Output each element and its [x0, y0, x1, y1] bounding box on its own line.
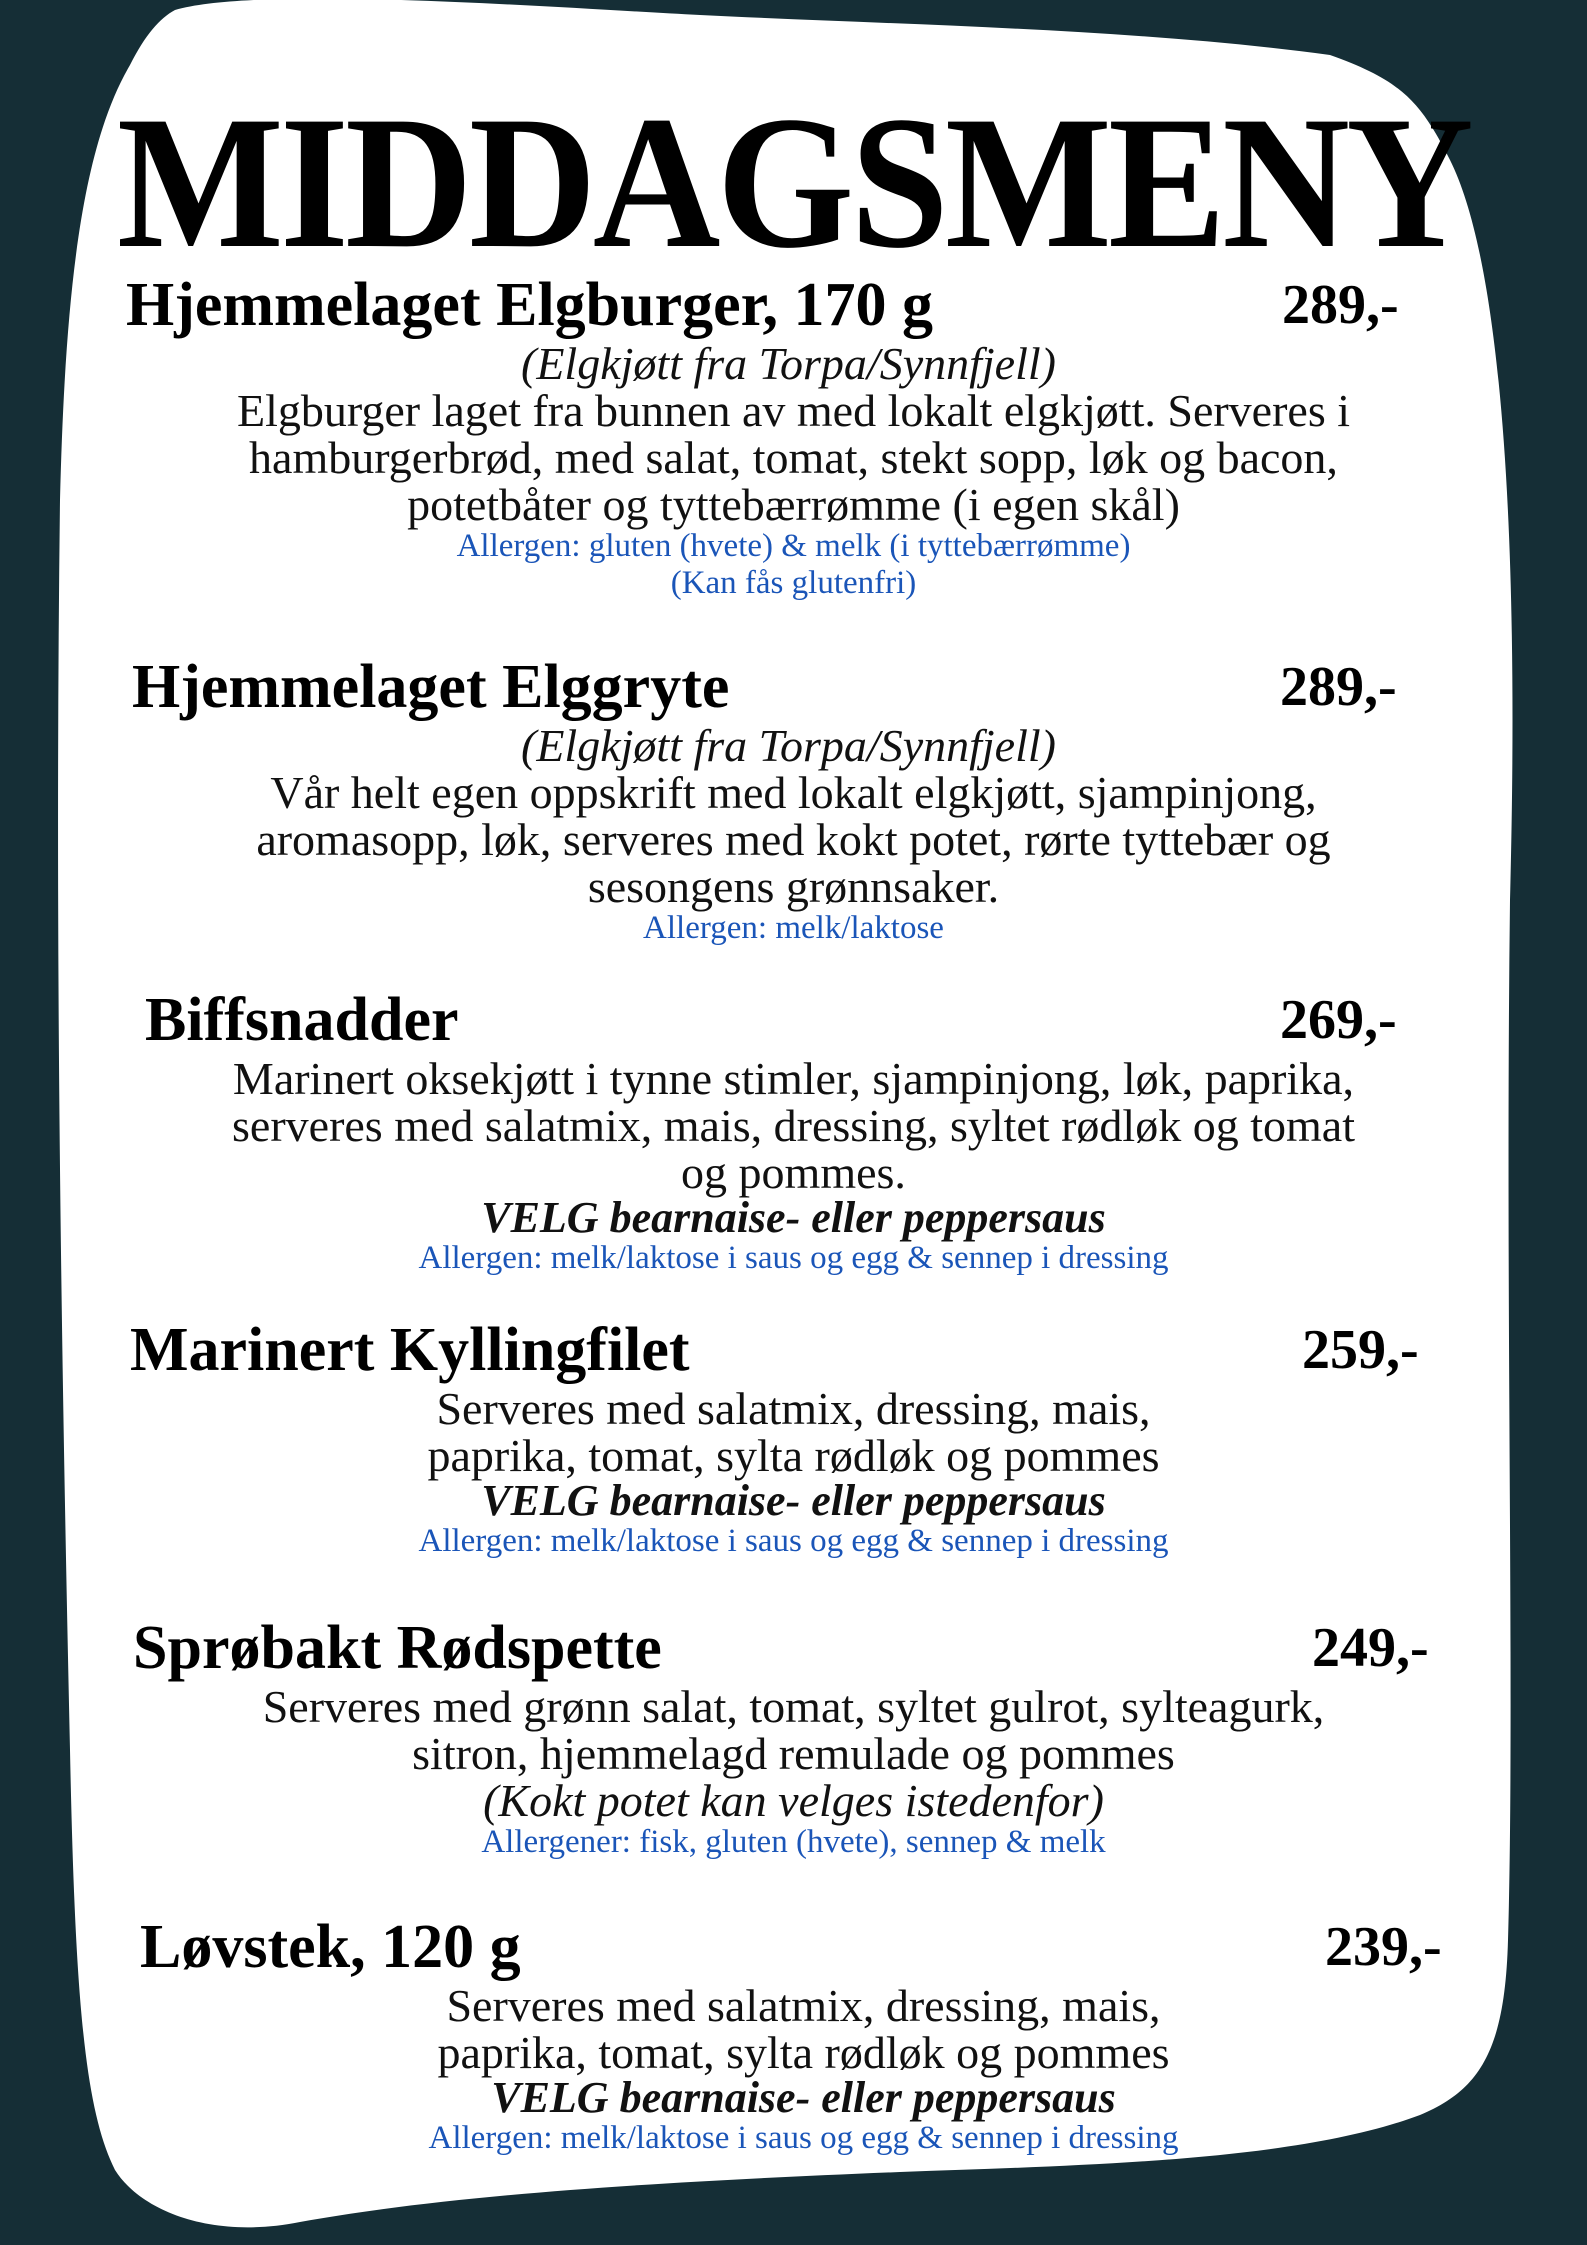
item-price: 289,-: [1282, 274, 1399, 336]
item-description: serveres med salatmix, mais, dressing, syltet rødløk og tomat: [232, 1100, 1355, 1151]
item-description: Vår helt egen oppskrift med lokalt elgkjøtt, sjampinjong,: [270, 767, 1317, 818]
item-allergens: Allergen: melk/laktose i saus og egg & sennep i dressing: [418, 1523, 1169, 1559]
item-description: Marinert oksekjøtt i tynne stimler, sjampinjong, løk, paprika,: [232, 1053, 1355, 1104]
item-price: 269,-: [1280, 989, 1397, 1051]
item-origin: (Elgkjøtt fra Torpa/Synnfjell): [521, 720, 1056, 771]
item-description: sitron, hjemmelagd remulade og pommes: [412, 1728, 1175, 1779]
menu-item: [0, 985, 1587, 1277]
item-allergens: Allergen: melk/laktose: [643, 910, 944, 946]
item-name: Biffsnadder: [145, 986, 459, 1054]
item-name: Hjemmelaget Elgburger, 170 g: [126, 271, 933, 339]
item-description: hamburgerbrød, med salat, tomat, stekt sopp, løk og bacon,: [249, 432, 1338, 483]
item-price: 249,-: [1312, 1617, 1429, 1679]
item-description: Serveres med salatmix, dressing, mais,: [436, 1383, 1151, 1434]
item-description: aromasopp, løk, serveres med kokt potet, rørte tyttebær og: [256, 814, 1331, 865]
item-description: Serveres med salatmix, dressing, mais,: [446, 1980, 1161, 2031]
menu-item: [0, 1315, 1587, 1560]
sauce-choice: VELG bearnaise- eller peppersaus: [491, 2073, 1116, 2122]
item-description: sesongens grønnsaker.: [587, 861, 1000, 912]
item-note: (Kokt potet kan velges istedenfor): [483, 1775, 1104, 1826]
menu-item: [0, 270, 1587, 602]
item-allergens: Allergen: gluten (hvete) & melk (i tyttebærrømme): [456, 528, 1131, 564]
menu-item: [0, 1613, 1587, 1861]
item-allergens: Allergen: melk/laktose i saus og egg & sennep i dressing: [428, 2120, 1179, 2156]
menu-item: [0, 652, 1587, 947]
item-description: Serveres med grønn salat, tomat, syltet gulrot, sylteagurk,: [262, 1681, 1325, 1732]
item-allergens: (Kan fås glutenfri): [670, 565, 917, 601]
item-name: Sprøbakt Rødspette: [133, 1614, 662, 1682]
item-price: 289,-: [1280, 656, 1397, 718]
item-origin: (Elgkjøtt fra Torpa/Synnfjell): [521, 338, 1056, 389]
item-price: 239,-: [1325, 1916, 1442, 1978]
item-name: Løvstek, 120 g: [140, 1913, 521, 1981]
item-name: Hjemmelaget Elggryte: [132, 653, 730, 721]
item-description: Elgburger laget fra bunnen av med lokalt elgkjøtt. Serveres i: [236, 385, 1351, 436]
item-allergens: Allergen: melk/laktose i saus og egg & sennep i dressing: [418, 1240, 1169, 1276]
item-name: Marinert Kyllingfilet: [130, 1316, 690, 1384]
item-price: 259,-: [1302, 1319, 1419, 1381]
item-description: paprika, tomat, sylta rødløk og pommes: [437, 2027, 1170, 2078]
item-allergens: Allergener: fisk, gluten (hvete), sennep & melk: [481, 1824, 1106, 1860]
item-description: og pommes.: [681, 1147, 906, 1198]
menu-item: [0, 1912, 1587, 2157]
item-description: paprika, tomat, sylta rødløk og pommes: [427, 1430, 1160, 1481]
item-description: potetbåter og tyttebærrømme (i egen skål): [407, 479, 1180, 530]
sauce-choice: VELG bearnaise- eller peppersaus: [481, 1193, 1106, 1242]
sauce-choice: VELG bearnaise- eller peppersaus: [481, 1476, 1106, 1525]
page-title: MIDDAGSMENY: [116, 78, 1471, 288]
